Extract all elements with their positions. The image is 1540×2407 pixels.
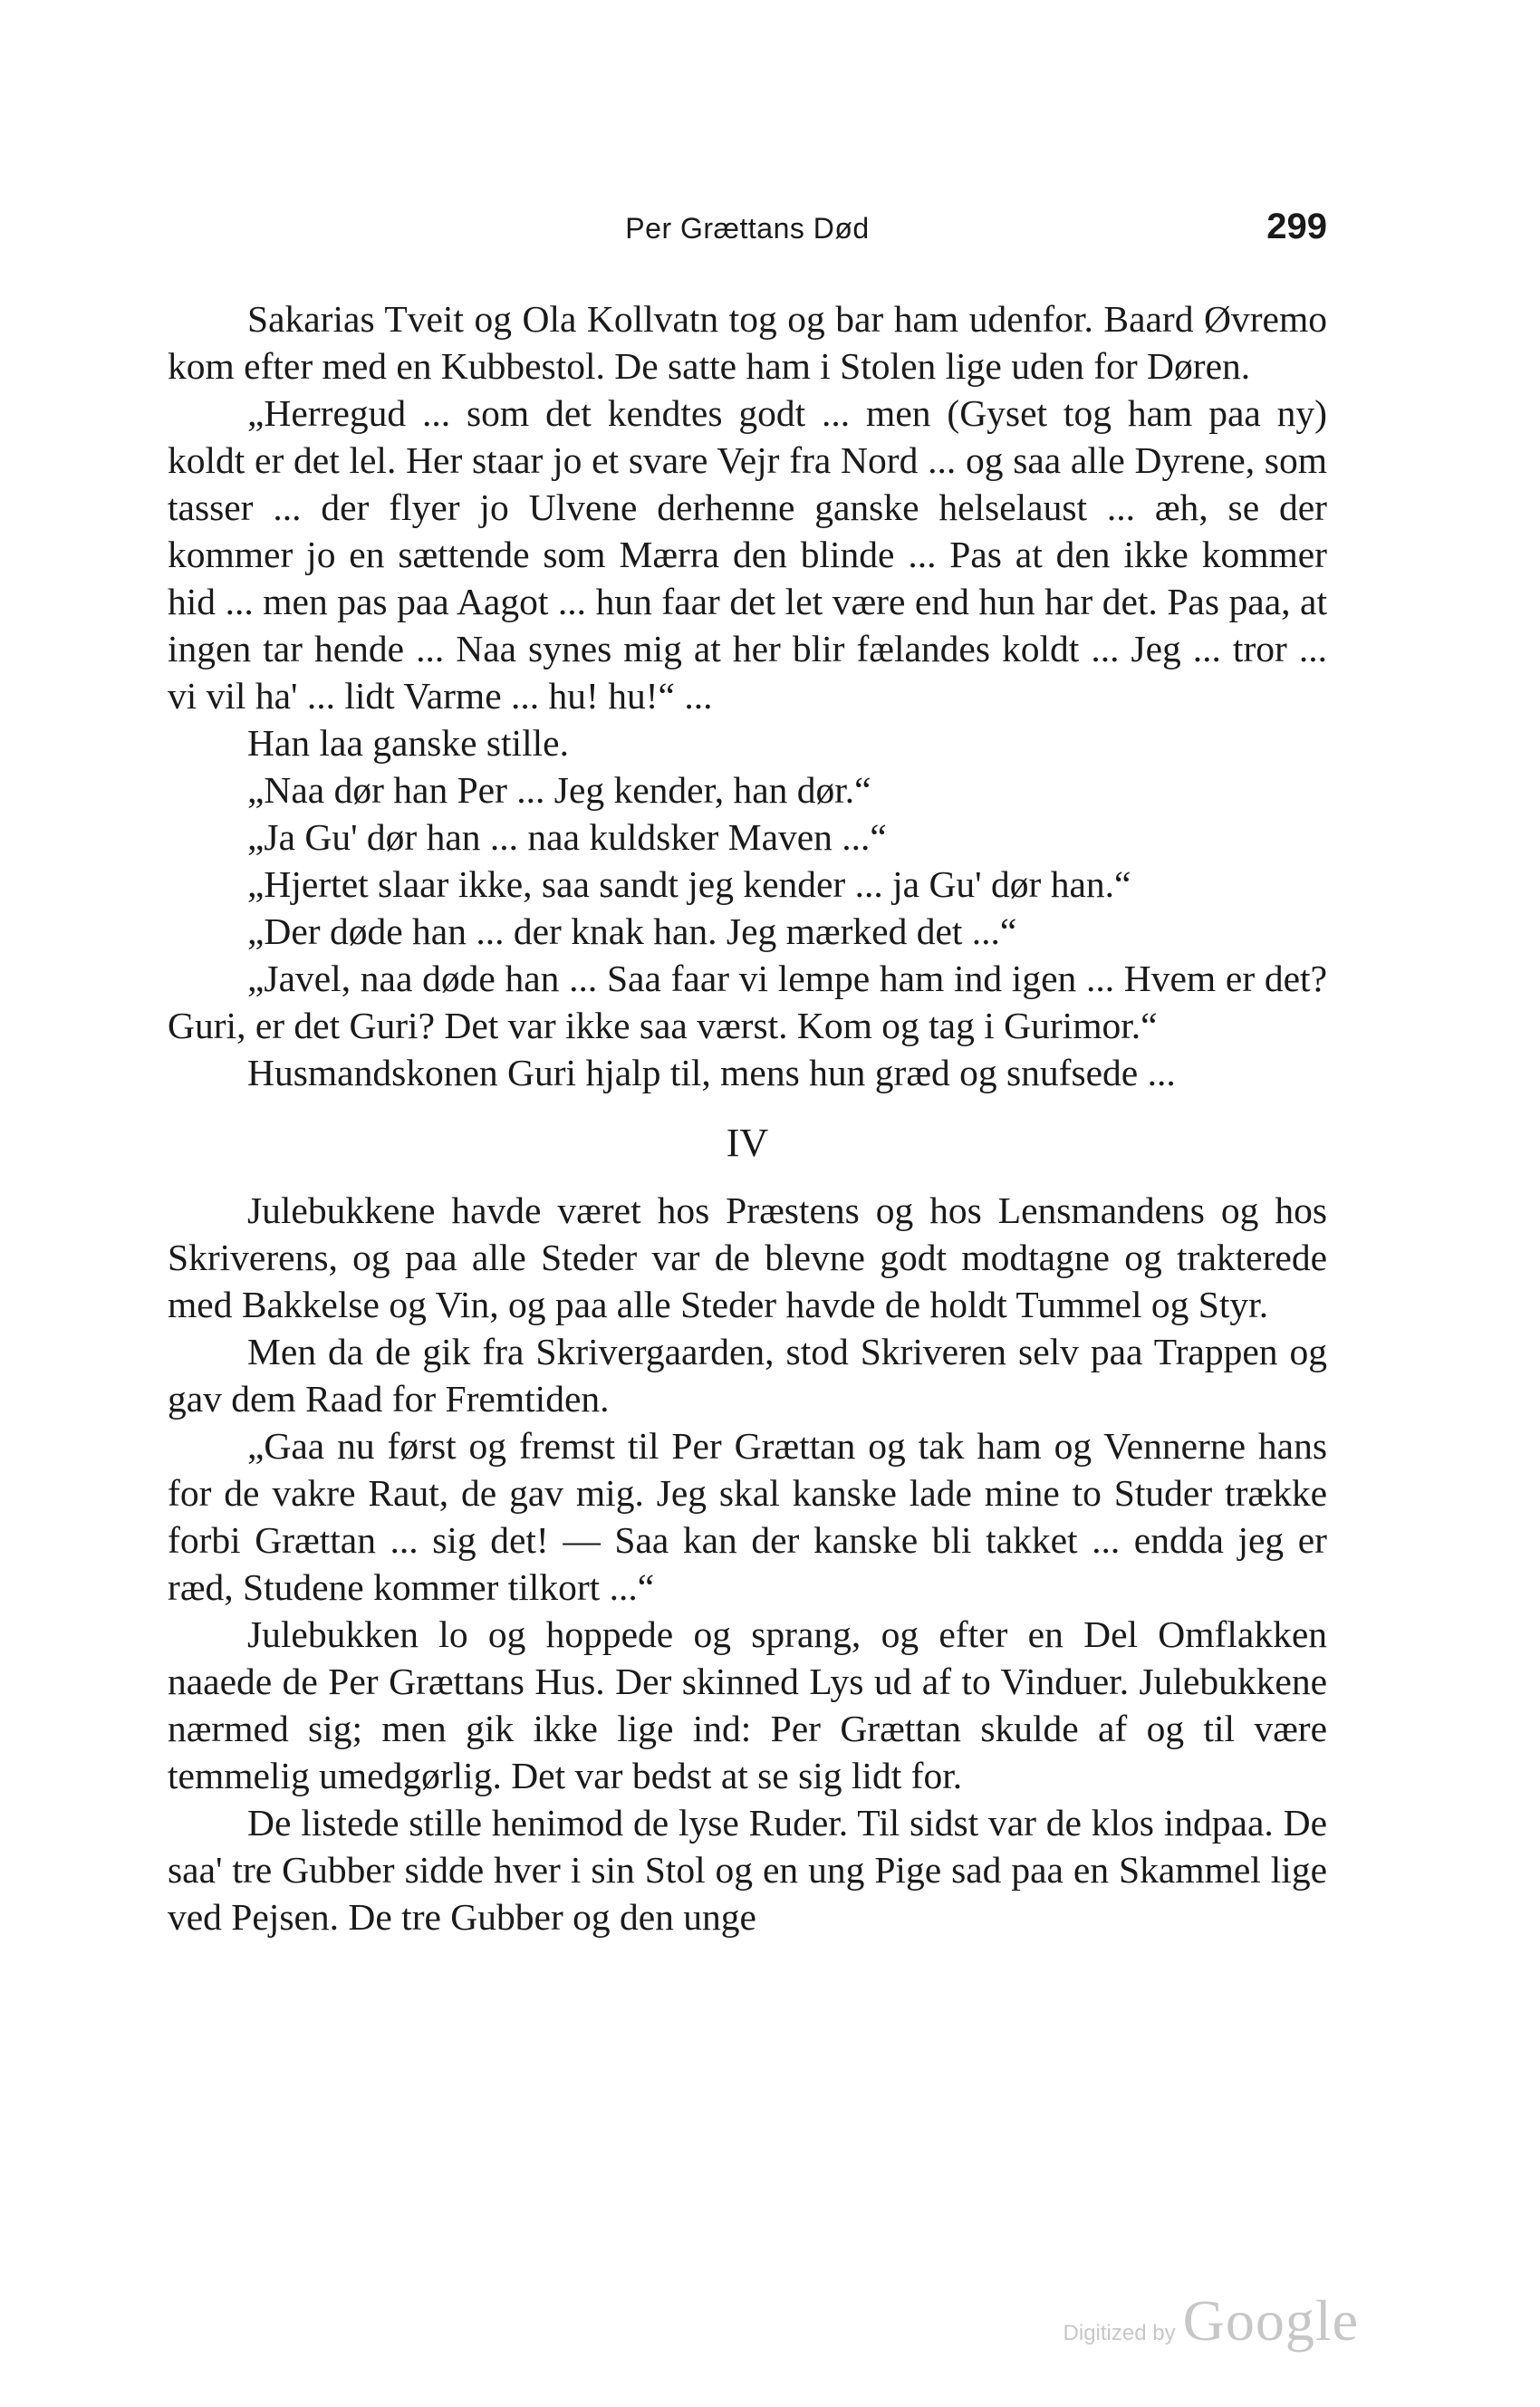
paragraph: „Ja Gu' dør han ... naa kuldsker Maven ...“ [247,816,887,858]
paragraph: De listede stille henimod de lyse Ruder. Til sidst var de klos indpaa. De saa' tre Gubber sidde hver i sin Stol og en ung Pige sad paa en Skammel lige ved Pejsen. De tre Gubber og den unge [168,1802,1327,1938]
paragraph: Julebukkene havde været hos Præstens og hos Lensmandens og hos Skriverens, og paa alle Steder var de blevne godt modtagne og trakterede med Bakkelse og Vin, og paa alle Steder havde de holdt Tummel og Styr. [168,1189,1327,1325]
paragraph: Sakarias Tveit og Ola Kollvatn tog og bar ham udenfor. Baard Øvremo kom efter med en Kubbestol. De satte ham i Stolen lige uden for Døren. [168,298,1327,387]
paragraph: Han laa ganske stille. [247,722,569,764]
paragraph: Julebukken lo og hoppede og sprang, og efter en Del Omflakken naaede de Per Grættans Hus. Der skinned Lys ud af to Vinduer. Julebukkene nærmed sig; men gik ikke lige ind: Per Grættan skulde af og til være temmelig umedgørlig. Det var bedst at se sig lidt for. [168,1613,1327,1796]
paragraph: Husmandskonen Guri hjalp til, mens hun græd og snufsede ... [247,1052,1176,1093]
paragraph: Men da de gik fra Skrivergaarden, stod Skriveren selv paa Trappen og gav dem Raad for Fremtiden. [168,1331,1327,1420]
running-head [168,207,1327,261]
paragraph: „Herregud ... som det kendtes godt ... men (Gyset tog ham paa ny) koldt er det lel. Her staar jo et svare Vejr fra Nord ... og saa alle Dyrene, som tasser ... der flyer jo Ulvene derhenne ganske helselaust ... æh, se der kommer jo en sættende som Mærra den blinde ... Pas at den ikke kommer hid ... men pas paa Aagot ... hun faar det let være end hun har det. Pas paa, at ingen tar hende ... Naa synes mig at her blir fælandes koldt ... Jeg ... tror ... vi vil ha' ... lidt Varme ... hu! hu!“ ... [168,392,1327,717]
watermark-prefix: Digitized by [1063,2321,1176,2345]
digitized-watermark [1064,2287,1359,2354]
watermark-logo: Google [1182,2288,1359,2353]
running-title: Per Grættans Død [625,212,870,245]
page-number: 299 [1266,207,1327,246]
paragraph: „Javel, naa døde han ... Saa faar vi lempe ham ind igen ... Hvem er det? Guri, er det Guri? Det var ikke saa værst. Kom og tag i Gurimor.“ [168,958,1327,1046]
paragraph: „Gaa nu først og fremst til Per Grættan og tak ham og Vennerne hans for de vakre Raut, de gav mig. Jeg skal kanske lade mine to Studer trække forbi Grættan ... sig det! — Saa kan der kanske bli takket ... endda jeg er ræd, Studene kommer tilkort ...“ [168,1425,1327,1608]
section-heading: IV [726,1121,769,1165]
paragraph: „Der døde han ... der knak han. Jeg mærked det ...“ [247,910,1017,952]
body-text [168,295,1327,1940]
paragraph: „Naa dør han Per ... Jeg kender, han dør.“ [247,769,871,811]
paragraph: „Hjertet slaar ikke, saa sandt jeg kender ... ja Gu' dør han.“ [247,863,1131,905]
